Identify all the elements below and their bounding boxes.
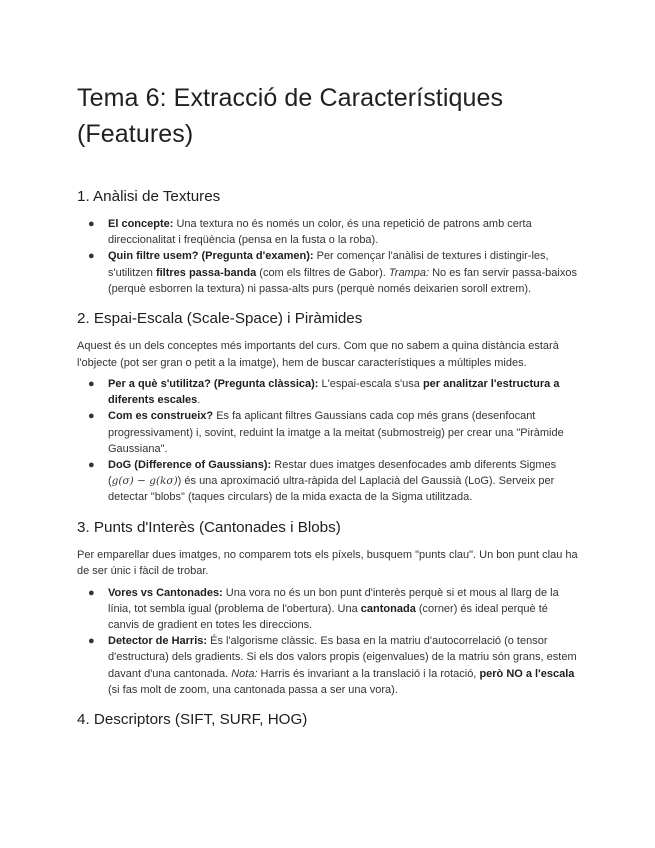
section-intro: Per emparellar dues imatges, no comparem tots els píxels, busquem "punts clau". Un bon punt clau ha de ser únic i fàcil de trobar. [77, 548, 578, 578]
list-item: ● Quin filtre usem? (Pregunta d'examen): Per començar l'anàlisi de textures i distingir-les, s'utilitzen filtres passa-banda (com els filtres de Gabor). Trampa: No es fan servir passa-baixos (perquè esborren la textura) ni passa-alts purs (perquè només deixarien soroll extrem). [88, 250, 577, 295]
section-heading-interest-points: 3. Punts d'Interès (Cantonades i Blobs) [77, 518, 341, 536]
document-page [77, 80, 582, 739]
list-item: ● Detector de Harris: És l'algorisme clàssic. Es basa en la matriu d'autocorrelació (o tensor d'estructura) dels gradients. Si els dos valors propis (eigenvalues) de la matriu són grans, estem davant d'una cantonada. Nota: Harris és invariant a la translació i la rotació, però NO a l'escala (si fas molt de zoom, una cantonada passa a ser una vora). [88, 635, 577, 696]
bullet-icon: ● [88, 378, 95, 391]
bullet-icon: ● [88, 586, 95, 599]
section-list-interest-points [77, 585, 582, 698]
list-item: ● El concepte: Una textura no és només un color, és una repetició de patrons amb certa direccionalitat i freqüència (pensa en la fusta o la roba). [88, 218, 532, 247]
section-intro: Aquest és un dels conceptes més importants del curs. Com que no sabem a quina distància estarà l'objecte (pot ser gran o petit a la imatge), hem de buscar característiques a múltiples mides. [77, 340, 559, 369]
dog-formula: g(σ) − g(kσ) [111, 475, 178, 488]
section-heading-scale-space: 2. Espai-Escala (Scale-Space) i Piràmides [77, 310, 363, 328]
bullet-icon: ● [88, 410, 95, 423]
bullet-icon: ● [88, 218, 95, 230]
section-heading-descriptors: 4. Descriptors (SIFT, SURF, HOG) [77, 711, 308, 729]
section-heading-textures: 1. Anàlisi de Textures [77, 188, 221, 205]
bullet-icon: ● [88, 459, 95, 472]
list-item: ● DoG (Difference of Gaussians): Restar dues imatges desenfocades amb diferents Sigmes (g(σ) − g(kσ)) és una aproximació ultra-ràpida del Laplacià del Gaussià (LoG). Serveix per detectar "blobs" (taques circulars) de la mida exacta de la Sigma utilitzada. [88, 459, 557, 504]
section-list-scale-space [77, 376, 582, 506]
bullet-icon: ● [88, 250, 95, 263]
list-item: ● Com es construeix? Es fa aplicant filtres Gaussians cada cop més grans (desenfocant progressivament) i, sovint, reduint la imatge a la meitat (submostreig) per crear una "Piràmide Gaussiana". [88, 410, 564, 455]
bullet-icon: ● [88, 635, 95, 648]
list-item: ● Per a què s'utilitza? (Pregunta clàssica): L'espai-escala s'usa per analitzar l'estructura a diferents escales. [88, 378, 560, 407]
list-item: ● Vores vs Cantonades: Una vora no és un bon punt d'interès perquè si et mous al llarg de la línia, tot sembla igual (problema de l'obertura). Una cantonada (corner) és ideal perquè té canvis de gradient en totes les direccions. [88, 586, 559, 632]
section-list-textures [77, 216, 582, 297]
document-title: Tema 6: Extracció de Característiques (Features) [77, 84, 504, 148]
